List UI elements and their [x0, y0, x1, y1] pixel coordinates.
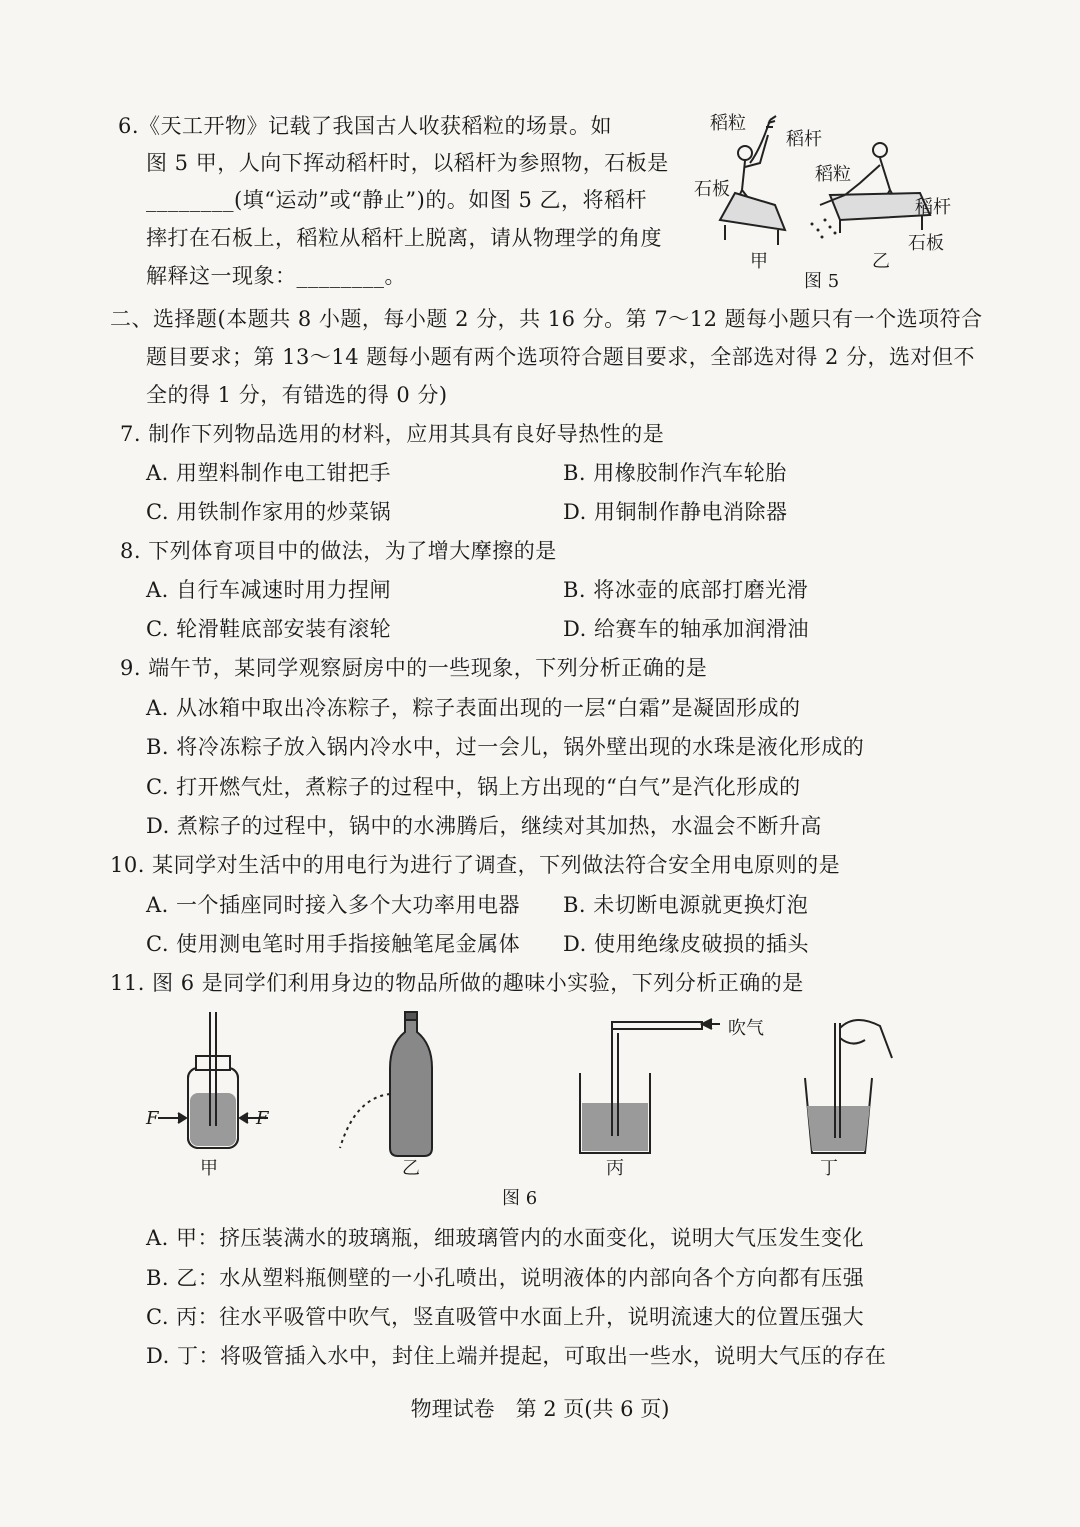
fig5-caption: 图 5 — [804, 271, 840, 292]
page-footer: 物理试卷 第 2 页(共 6 页) — [410, 1397, 670, 1421]
q7-stem: 7. 制作下列物品选用的材料，应用其具有良好导热性的是 — [120, 422, 665, 446]
q11-option-c: C. 丙：往水平吸管中吹气，竖直吸管中水面上升，说明流速大的位置压强大 — [146, 1305, 865, 1329]
q7-option-d: D. 用铜制作静电消除器 — [563, 500, 788, 524]
fig5-label-stone-b: 石板 — [908, 233, 944, 254]
fig6-part-d: 丁 — [820, 1158, 838, 1179]
fig5-label-stalk-a: 稻杆 — [786, 129, 822, 150]
section-2-line-1: 二、选择题(本题共 8 小题，每小题 2 分，共 16 分。第 7～12 题每小题只有一个选项符合 — [110, 307, 983, 331]
q11-stem: 11. 图 6 是同学们利用身边的物品所做的趣味小实验，下列分析正确的是 — [110, 971, 804, 995]
fig5-label-stalk-b: 稻杆 — [915, 197, 951, 218]
fig5-label-part-a: 甲 — [750, 251, 768, 272]
q9-option-c: C. 打开燃气灶，煮粽子的过程中，锅上方出现的“白气”是汽化形成的 — [146, 775, 801, 799]
q11-option-b: B. 乙：水从塑料瓶侧壁的一小孔喷出，说明液体的内部向各个方向都有压强 — [146, 1266, 865, 1290]
q9-stem: 9. 端午节，某同学观察厨房中的一些现象，下列分析正确的是 — [120, 656, 708, 680]
fig6-part-a: 甲 — [200, 1158, 218, 1179]
q6-line-5: 解释这一现象：________。 — [146, 264, 406, 288]
figure-5 — [690, 105, 960, 295]
q10-option-c: C. 使用测电笔时用手指接触笔尾金属体 — [146, 932, 521, 956]
figure-6-illustration — [140, 1008, 900, 1173]
q6-line-4: 摔打在石板上，稻粒从稻杆上脱离，请从物理学的角度 — [146, 226, 662, 250]
q7-option-b: B. 用橡胶制作汽车轮胎 — [563, 461, 787, 485]
fig5-label-part-b: 乙 — [872, 251, 890, 272]
q9-option-d: D. 煮粽子的过程中，锅中的水沸腾后，继续对其加热，水温会不断升高 — [146, 814, 822, 838]
fig5-label-grain-b: 稻粒 — [815, 164, 851, 185]
q7-option-c: C. 用铁制作家用的炒菜锅 — [146, 500, 392, 524]
q10-option-a: A. 一个插座同时接入多个大功率用电器 — [146, 893, 521, 917]
figure-6 — [140, 1008, 900, 1208]
q10-option-d: D. 使用绝缘皮破损的插头 — [563, 932, 809, 956]
fig6-caption: 图 6 — [502, 1188, 538, 1209]
q8-option-c: C. 轮滑鞋底部安装有滚轮 — [146, 617, 392, 641]
q9-option-b: B. 将冷冻粽子放入锅内冷水中，过一会儿，锅外壁出现的水珠是液化形成的 — [146, 735, 865, 759]
fig6-part-c: 丙 — [606, 1158, 624, 1179]
q6-line-2: 图 5 甲，人向下挥动稻杆时，以稻杆为参照物，石板是 — [146, 151, 669, 175]
q7-option-a: A. 用塑料制作电工钳把手 — [146, 461, 392, 485]
fig5-label-grain-a: 稻粒 — [710, 113, 746, 134]
q8-option-d: D. 给赛车的轴承加润滑油 — [563, 617, 809, 641]
q6-line-3: ________(填“运动”或“静止”)的。如图 5 乙，将稻杆 — [146, 188, 648, 212]
fig5-label-stone-a: 石板 — [694, 179, 730, 200]
q9-option-a: A. 从冰箱中取出冷冻粽子，粽子表面出现的一层“白霜”是凝固形成的 — [146, 696, 801, 720]
q8-option-a: A. 自行车减速时用力捏闸 — [146, 578, 392, 602]
section-2-line-2: 题目要求；第 13～14 题每小题有两个选项符合题目要求，全部选对得 2 分，选对但不 — [146, 345, 976, 369]
q10-option-b: B. 未切断电源就更换灯泡 — [563, 893, 809, 917]
q11-option-d: D. 丁：将吸管插入水中，封住上端并提起，可取出一些水，说明大气压的存在 — [146, 1344, 887, 1368]
q10-stem: 10. 某同学对生活中的用电行为进行了调查，下列做法符合安全用电原则的是 — [110, 853, 841, 877]
q11-option-a: A. 甲：挤压装满水的玻璃瓶，细玻璃管内的水面变化，说明大气压发生变化 — [146, 1226, 865, 1250]
q8-stem: 8. 下列体育项目中的做法，为了增大摩擦的是 — [120, 539, 557, 563]
fig6-part-b: 乙 — [402, 1158, 420, 1179]
q8-option-b: B. 将冰壶的底部打磨光滑 — [563, 578, 809, 602]
q6-line-1: 6.《天工开物》记载了我国古人收获稻粒的场景。如 — [118, 114, 613, 138]
section-2-line-3: 全的得 1 分，有错选的得 0 分) — [146, 383, 448, 407]
fig6-force-left: F — [146, 1108, 159, 1129]
fig6-blow-label: 吹气 — [728, 1018, 764, 1039]
fig6-force-right: F — [256, 1108, 269, 1129]
